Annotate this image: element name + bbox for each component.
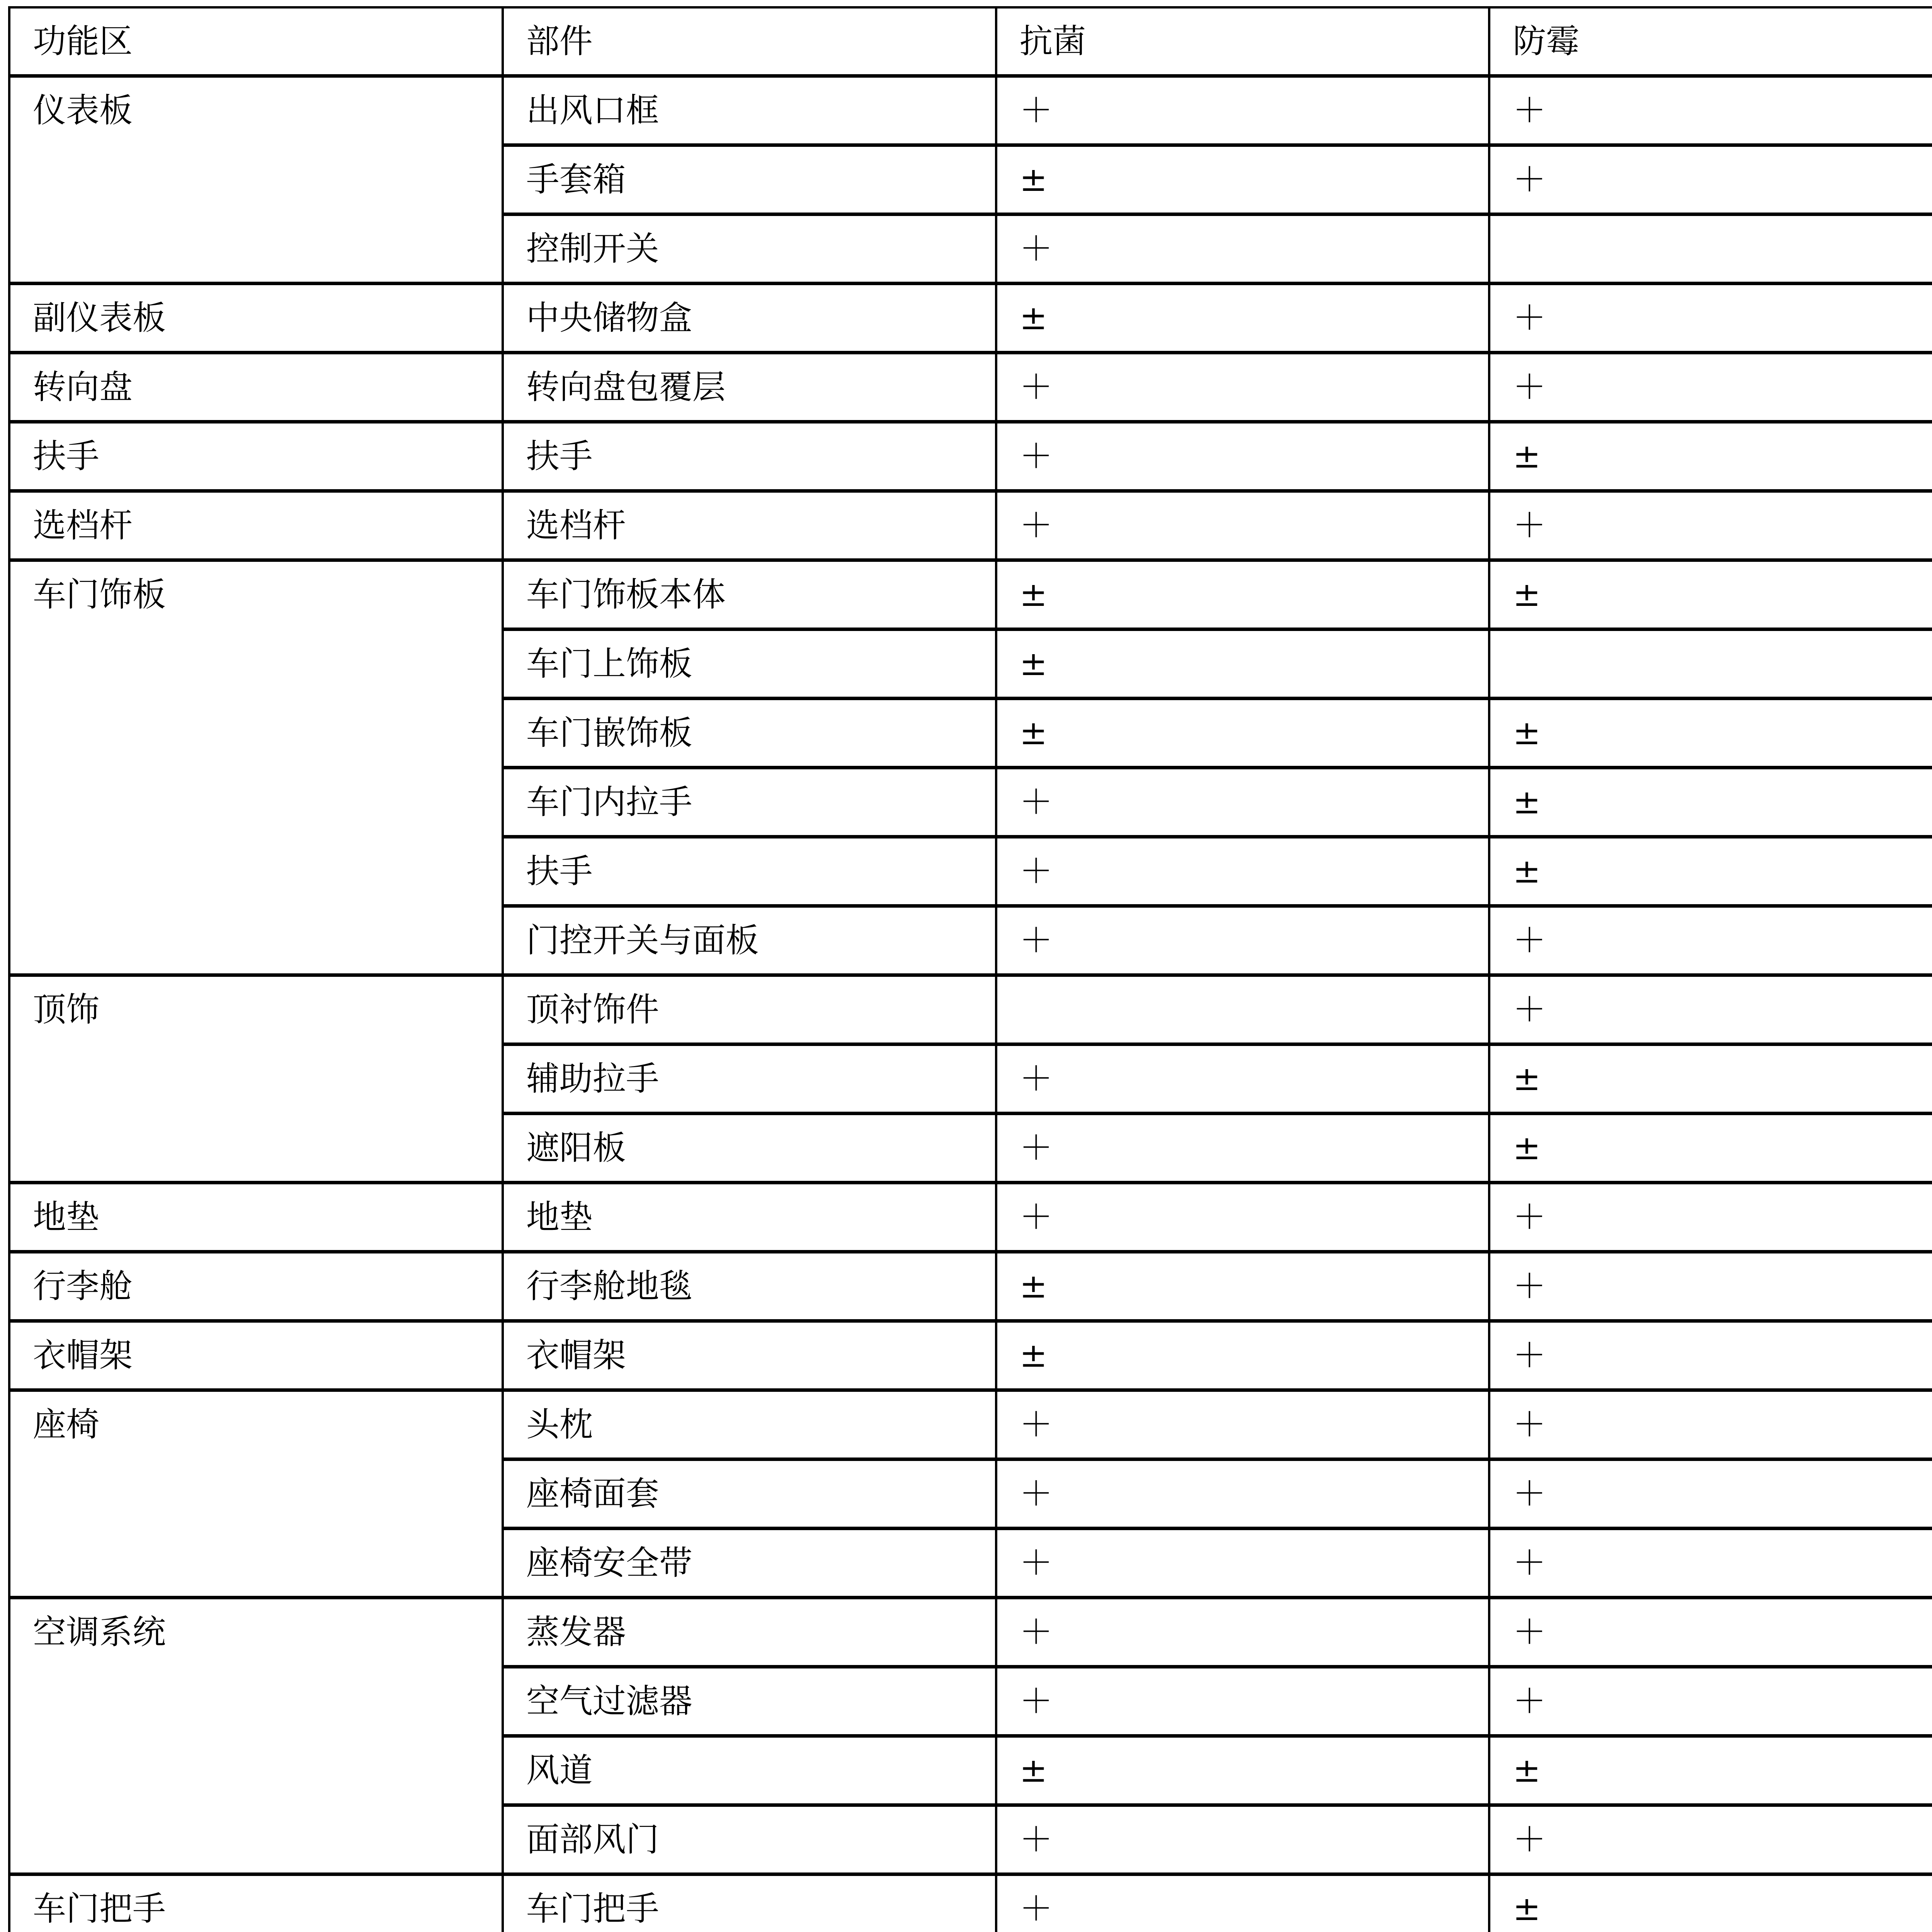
cell-part: 车门上饰板 <box>503 629 996 699</box>
cell-antimold: ± <box>1489 768 1932 837</box>
cell-part: 座椅安全带 <box>503 1529 996 1598</box>
cell-part: 车门内拉手 <box>503 768 996 837</box>
cell-part: 辅助拉手 <box>503 1044 996 1114</box>
cell-antimold: ± <box>1489 1736 1932 1805</box>
cell-antibacterial: ＋ <box>996 906 1490 975</box>
components-table <box>8 6 1932 1932</box>
cell-antimold: ＋ <box>1489 1459 1932 1529</box>
cell-antimold <box>1489 214 1932 284</box>
header-part: 部件 <box>503 7 996 76</box>
table-row <box>9 1874 1932 1932</box>
table-header-row <box>9 7 1932 76</box>
cell-area: 顶饰 <box>9 975 503 1183</box>
cell-antimold: ± <box>1489 1114 1932 1183</box>
cell-antimold: ± <box>1489 422 1932 491</box>
cell-antibacterial: ＋ <box>996 768 1490 837</box>
cell-antimold: ＋ <box>1489 1529 1932 1598</box>
cell-part: 面部风门 <box>503 1805 996 1874</box>
cell-antibacterial: ± <box>996 1736 1490 1805</box>
cell-part: 控制开关 <box>503 214 996 284</box>
cell-antimold: ± <box>1489 1044 1932 1114</box>
header-antimold: 防霉 <box>1489 7 1932 76</box>
table-row <box>9 1598 1932 1667</box>
cell-antibacterial: ± <box>996 1321 1490 1390</box>
cell-antimold: ＋ <box>1489 1321 1932 1390</box>
cell-antibacterial: ＋ <box>996 1529 1490 1598</box>
cell-part: 行李舱地毯 <box>503 1252 996 1321</box>
cell-antimold: ＋ <box>1489 975 1932 1044</box>
cell-antibacterial: ＋ <box>996 353 1490 422</box>
cell-part: 座椅面套 <box>503 1459 996 1529</box>
table-row <box>9 422 1932 491</box>
table-body <box>9 76 1932 1932</box>
cell-area: 仪表板 <box>9 76 503 284</box>
cell-area: 空调系统 <box>9 1598 503 1874</box>
cell-part: 转向盘包覆层 <box>503 353 996 422</box>
table-row <box>9 491 1932 560</box>
table-row <box>9 1252 1932 1321</box>
cell-antimold: ± <box>1489 1874 1932 1932</box>
cell-antimold <box>1489 629 1932 699</box>
cell-antibacterial: ± <box>996 560 1490 629</box>
cell-antibacterial: ＋ <box>996 214 1490 284</box>
cell-antimold: ＋ <box>1489 145 1932 214</box>
table-row <box>9 1390 1932 1459</box>
cell-area: 扶手 <box>9 422 503 491</box>
cell-antibacterial: ± <box>996 284 1490 353</box>
cell-antibacterial: ＋ <box>996 1805 1490 1874</box>
table-row <box>9 284 1932 353</box>
cell-antibacterial: ± <box>996 1252 1490 1321</box>
cell-part: 风道 <box>503 1736 996 1805</box>
cell-part: 车门把手 <box>503 1874 996 1932</box>
table-row <box>9 76 1932 145</box>
cell-antimold: ＋ <box>1489 1667 1932 1736</box>
cell-antimold: ＋ <box>1489 76 1932 145</box>
cell-part: 出风口框 <box>503 76 996 145</box>
cell-antibacterial: ＋ <box>996 1459 1490 1529</box>
cell-antimold: ＋ <box>1489 284 1932 353</box>
cell-antibacterial: ＋ <box>996 422 1490 491</box>
cell-area: 地垫 <box>9 1183 503 1252</box>
cell-area: 副仪表板 <box>9 284 503 353</box>
cell-antibacterial <box>996 975 1490 1044</box>
cell-part: 顶衬饰件 <box>503 975 996 1044</box>
cell-part: 遮阳板 <box>503 1114 996 1183</box>
cell-antibacterial: ± <box>996 629 1490 699</box>
cell-antibacterial: ＋ <box>996 1183 1490 1252</box>
header-antibacterial: 抗菌 <box>996 7 1490 76</box>
cell-antimold: ＋ <box>1489 1598 1932 1667</box>
cell-part: 蒸发器 <box>503 1598 996 1667</box>
cell-part: 手套箱 <box>503 145 996 214</box>
cell-part: 门控开关与面板 <box>503 906 996 975</box>
cell-antimold: ＋ <box>1489 1390 1932 1459</box>
cell-antibacterial: ± <box>996 699 1490 768</box>
cell-part: 扶手 <box>503 422 996 491</box>
cell-area: 车门饰板 <box>9 560 503 975</box>
cell-area: 行李舱 <box>9 1252 503 1321</box>
table-row <box>9 560 1932 629</box>
cell-area: 选档杆 <box>9 491 503 560</box>
table-row <box>9 975 1932 1044</box>
cell-antimold: ± <box>1489 837 1932 906</box>
cell-antimold: ± <box>1489 560 1932 629</box>
cell-antibacterial: ＋ <box>996 1044 1490 1114</box>
header-area: 功能区 <box>9 7 503 76</box>
cell-part: 头枕 <box>503 1390 996 1459</box>
cell-antibacterial: ＋ <box>996 76 1490 145</box>
cell-antimold: ＋ <box>1489 1183 1932 1252</box>
cell-antibacterial: ± <box>996 145 1490 214</box>
cell-part: 扶手 <box>503 837 996 906</box>
cell-part: 地垫 <box>503 1183 996 1252</box>
cell-antibacterial: ＋ <box>996 1667 1490 1736</box>
cell-antimold: ＋ <box>1489 906 1932 975</box>
cell-antimold: ＋ <box>1489 353 1932 422</box>
cell-antibacterial: ＋ <box>996 1874 1490 1932</box>
cell-part: 衣帽架 <box>503 1321 996 1390</box>
cell-antibacterial: ＋ <box>996 837 1490 906</box>
cell-area: 座椅 <box>9 1390 503 1598</box>
cell-part: 空气过滤器 <box>503 1667 996 1736</box>
cell-antimold: ± <box>1489 699 1932 768</box>
cell-area: 衣帽架 <box>9 1321 503 1390</box>
cell-area: 转向盘 <box>9 353 503 422</box>
cell-antimold: ＋ <box>1489 1252 1932 1321</box>
cell-part: 中央储物盒 <box>503 284 996 353</box>
cell-part: 车门嵌饰板 <box>503 699 996 768</box>
cell-antimold: ＋ <box>1489 1805 1932 1874</box>
cell-area: 车门把手 <box>9 1874 503 1932</box>
table-row <box>9 1321 1932 1390</box>
cell-antibacterial: ＋ <box>996 1390 1490 1459</box>
cell-part: 选档杆 <box>503 491 996 560</box>
cell-antibacterial: ＋ <box>996 1598 1490 1667</box>
table-row <box>9 1183 1932 1252</box>
cell-antibacterial: ＋ <box>996 491 1490 560</box>
table-row <box>9 353 1932 422</box>
cell-antimold: ＋ <box>1489 491 1932 560</box>
cell-antibacterial: ＋ <box>996 1114 1490 1183</box>
cell-part: 车门饰板本体 <box>503 560 996 629</box>
